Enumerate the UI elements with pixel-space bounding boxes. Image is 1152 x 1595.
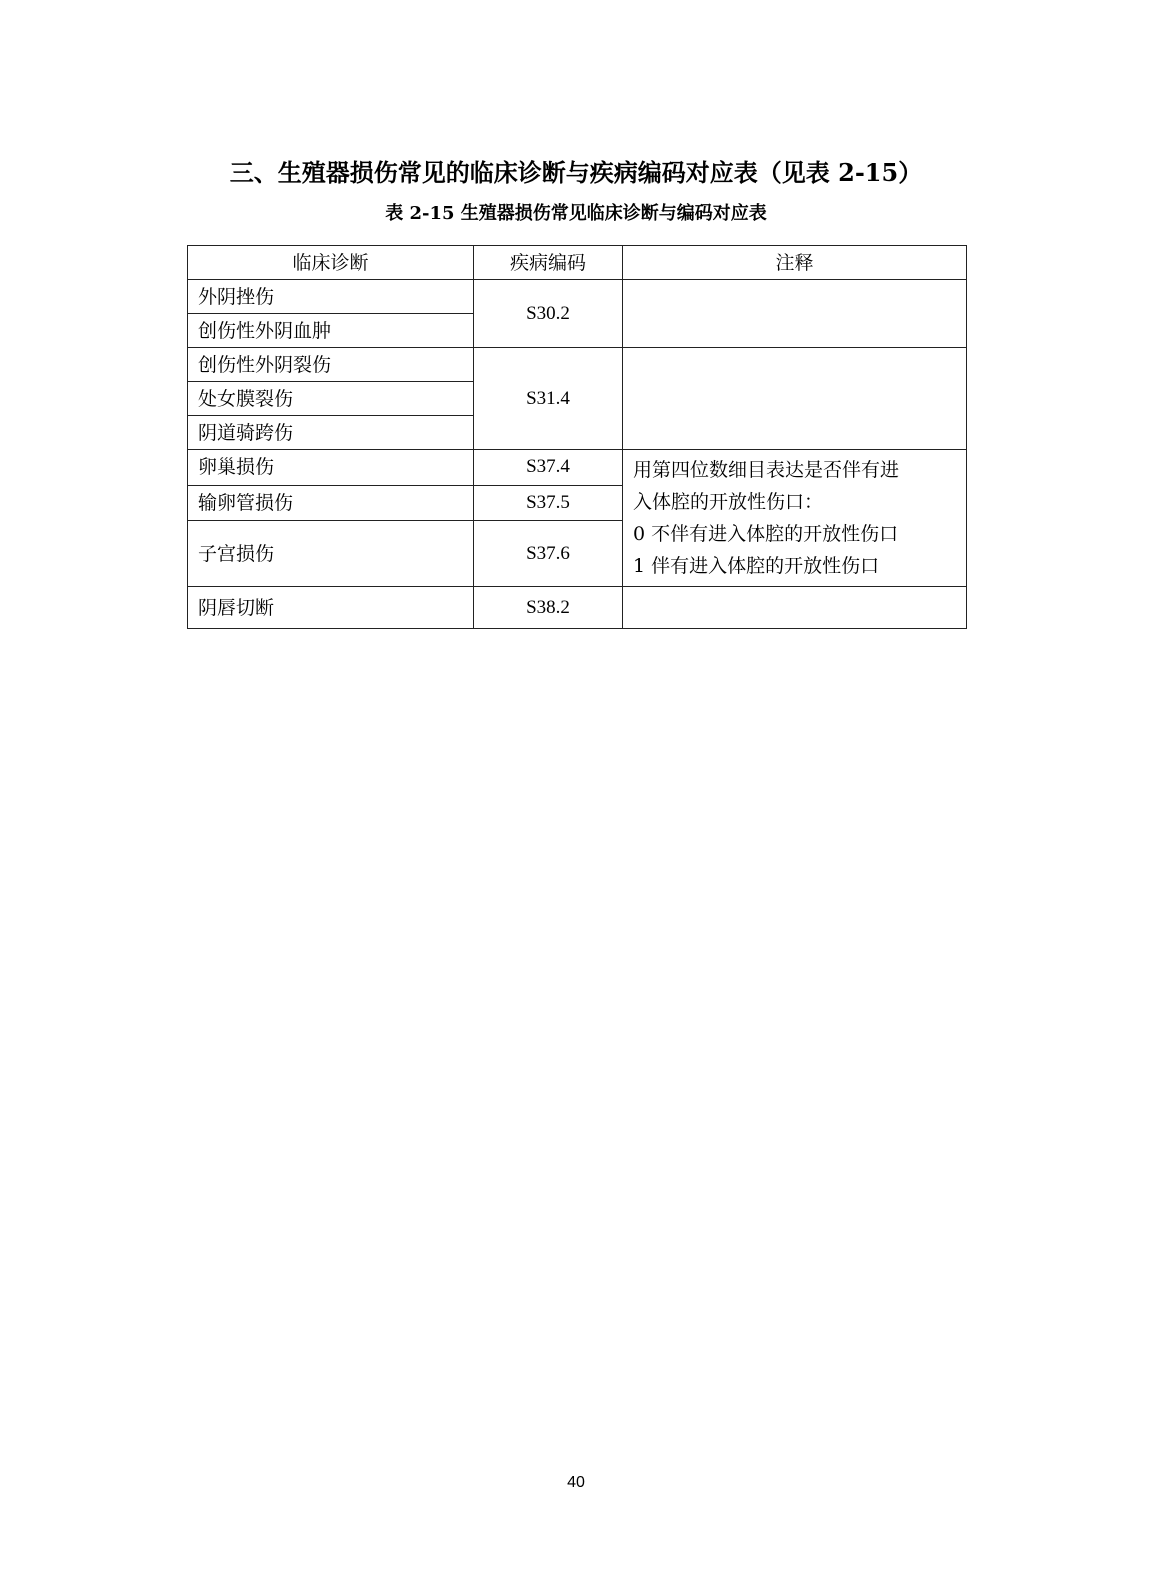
table-row — [188, 348, 967, 382]
note-line: 1 伴有进入体腔的开放性伤口 — [633, 555, 880, 577]
diagnosis-cell: 创伤性外阴裂伤 — [188, 348, 474, 382]
note-line: 入体腔的开放性伤口： — [633, 491, 824, 513]
note-cell — [623, 450, 967, 587]
diagnosis-cell: 阴道骑跨伤 — [188, 416, 474, 450]
table-header-row — [188, 246, 967, 280]
diagnosis-cell: 外阴挫伤 — [188, 280, 474, 314]
code-cell: S37.4 — [474, 450, 623, 486]
note-cell-empty — [623, 348, 967, 450]
section-heading: 三、生殖器损伤常见的临床诊断与疾病编码对应表（见表 2-15） — [229, 158, 923, 187]
diagnosis-cell: 阴唇切断 — [188, 587, 474, 629]
page-number: 40 — [567, 1474, 585, 1491]
diagnosis-cell: 处女膜裂伤 — [188, 382, 474, 416]
diagnosis-cell: 子宫损伤 — [188, 521, 474, 587]
table-row — [188, 587, 967, 629]
header-diagnosis: 临床诊断 — [188, 246, 474, 280]
note-line: 0 不伴有进入体腔的开放性伤口 — [633, 523, 899, 545]
code-cell: S37.6 — [474, 521, 623, 587]
note-cell-empty — [623, 280, 967, 348]
diagnosis-cell: 输卵管损伤 — [188, 485, 474, 521]
code-cell: S37.5 — [474, 485, 623, 521]
code-cell: S31.4 — [474, 348, 623, 450]
diagnosis-cell: 卵巢损伤 — [188, 450, 474, 486]
header-code: 疾病编码 — [474, 246, 623, 280]
diagnosis-code-table — [187, 245, 967, 629]
note-cell-empty — [623, 587, 967, 629]
table-caption: 表 2-15 生殖器损伤常见临床诊断与编码对应表 — [385, 203, 767, 224]
code-cell: S38.2 — [474, 587, 623, 629]
table-row — [188, 450, 967, 486]
note-line: 用第四位数细目表达是否伴有进 — [633, 459, 900, 481]
diagnosis-cell: 创伤性外阴血肿 — [188, 314, 474, 348]
header-note: 注释 — [623, 246, 967, 280]
table-row — [188, 280, 967, 314]
code-cell: S30.2 — [474, 280, 623, 348]
